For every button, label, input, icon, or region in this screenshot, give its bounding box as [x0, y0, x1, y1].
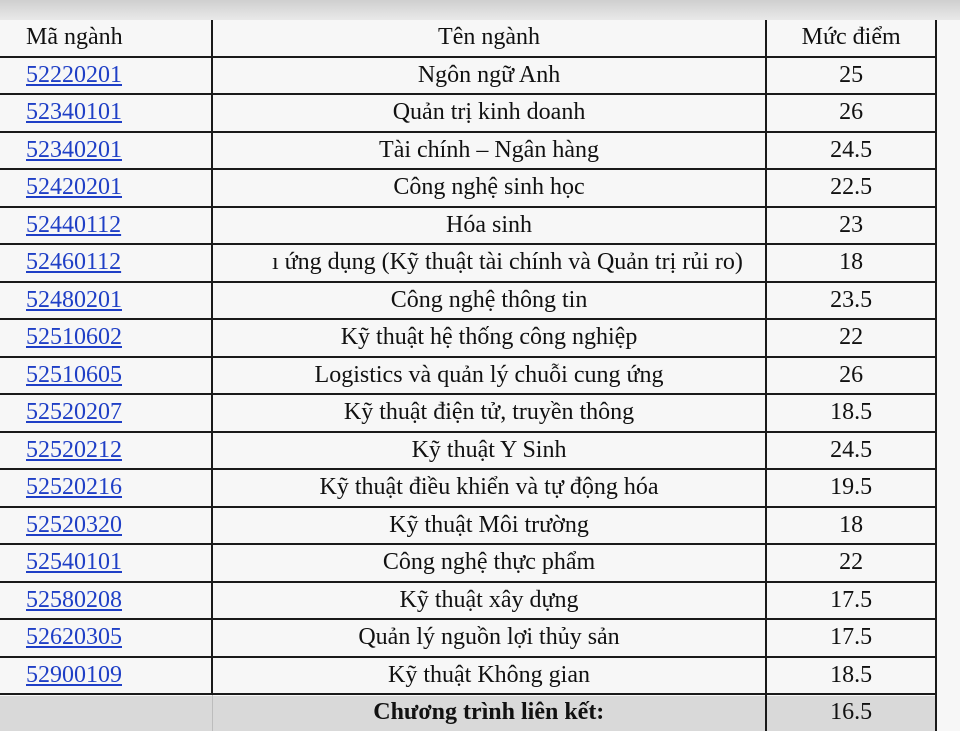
table-row — [0, 469, 960, 507]
major-name: Công nghệ thực phẩm — [382, 549, 596, 576]
major-name: Ngôn ngữ Anh — [417, 61, 561, 88]
major-code-cell — [0, 94, 212, 132]
major-name: Logistics và quản lý chuỗi cung ứng — [314, 361, 664, 388]
score-cell: 22.5 — [766, 169, 937, 207]
major-code-link[interactable]: 52220201 — [26, 61, 122, 88]
major-name-cell — [212, 132, 766, 170]
major-code-cell — [0, 132, 212, 170]
header-name: Tên ngành — [212, 20, 766, 57]
major-name: Quản lý nguồn lợi thủy sản — [358, 624, 620, 651]
admission-score-table — [0, 20, 960, 731]
major-code-cell — [0, 394, 212, 432]
right-margin — [936, 94, 960, 132]
right-margin — [936, 57, 960, 95]
table-row — [0, 394, 960, 432]
table-row — [0, 319, 960, 357]
right-margin — [936, 20, 960, 57]
table-row — [0, 432, 960, 470]
right-margin — [936, 169, 960, 207]
major-code-cell — [0, 57, 212, 95]
score-sheet — [0, 20, 960, 726]
major-code-cell — [0, 244, 212, 282]
major-name: Công nghệ thông tin — [390, 286, 588, 313]
major-code-link[interactable]: 52540101 — [26, 549, 122, 576]
major-code-link[interactable]: 52340201 — [26, 136, 122, 163]
major-name: Tài chính – Ngân hàng — [379, 136, 599, 163]
right-margin — [936, 319, 960, 357]
major-name-cell — [212, 244, 766, 282]
major-name-cell — [212, 357, 766, 395]
footer-score: 16.5 — [766, 694, 937, 731]
major-name: Công nghệ sinh học — [393, 174, 585, 201]
table-row — [0, 357, 960, 395]
major-name-cell — [212, 657, 766, 695]
major-name: Kỹ thuật Môi trường — [389, 511, 589, 538]
right-margin — [936, 619, 960, 657]
table-row — [0, 544, 960, 582]
header-score: Mức điểm — [766, 20, 937, 57]
score-cell: 19.5 — [766, 469, 937, 507]
table-row — [0, 282, 960, 320]
right-margin — [936, 432, 960, 470]
major-code-link[interactable]: 52420201 — [26, 174, 122, 201]
major-code-link[interactable]: 52340101 — [26, 99, 122, 126]
major-code-link[interactable]: 52620305 — [26, 624, 122, 651]
score-cell: 22 — [766, 544, 937, 582]
major-code-cell — [0, 282, 212, 320]
header-code: Mã ngành — [0, 20, 212, 57]
major-name: Kỹ thuật điều khiển và tự động hóa — [319, 474, 659, 501]
score-cell: 26 — [766, 357, 937, 395]
major-code-cell — [0, 657, 212, 695]
major-name: Quản trị kinh doanh — [392, 99, 586, 126]
major-code-link[interactable]: 52460112 — [26, 249, 122, 276]
major-code-cell — [0, 619, 212, 657]
table-row — [0, 57, 960, 95]
table-row — [0, 582, 960, 620]
right-margin — [936, 282, 960, 320]
major-name: ı ứng dụng (Kỹ thuật tài chính và Quản trị rủi ro) — [272, 249, 743, 276]
major-name-cell — [212, 169, 766, 207]
right-margin — [936, 507, 960, 545]
table-row — [0, 244, 960, 282]
score-cell: 23.5 — [766, 282, 937, 320]
major-code-cell — [0, 544, 212, 582]
score-cell: 18 — [766, 244, 937, 282]
major-name-cell — [212, 507, 766, 545]
table-row — [0, 507, 960, 545]
major-name-cell — [212, 544, 766, 582]
major-code-cell — [0, 169, 212, 207]
major-name-cell — [212, 282, 766, 320]
major-name: Kỹ thuật xây dựng — [399, 586, 579, 613]
major-name-cell — [212, 469, 766, 507]
major-name-cell — [212, 582, 766, 620]
score-cell: 24.5 — [766, 432, 937, 470]
top-shadow — [0, 0, 960, 20]
score-cell: 23 — [766, 207, 937, 245]
header-row — [0, 20, 960, 57]
right-margin — [936, 582, 960, 620]
right-margin — [936, 469, 960, 507]
major-name-cell — [212, 619, 766, 657]
score-cell: 17.5 — [766, 582, 937, 620]
right-margin — [936, 244, 960, 282]
footer-empty-cell — [0, 694, 212, 731]
major-name: Kỹ thuật Không gian — [388, 661, 591, 688]
major-name: Hóa sinh — [446, 211, 533, 238]
major-code-cell — [0, 319, 212, 357]
major-code-link[interactable]: 52520216 — [26, 474, 122, 501]
score-cell: 18 — [766, 507, 937, 545]
major-code-link[interactable]: 52520207 — [26, 399, 122, 426]
footer-row — [0, 694, 960, 731]
major-code-link[interactable]: 52510602 — [26, 324, 122, 351]
table-row — [0, 657, 960, 695]
major-code-cell — [0, 432, 212, 470]
right-margin — [936, 132, 960, 170]
major-name-cell — [212, 94, 766, 132]
major-name-cell — [212, 432, 766, 470]
score-cell: 26 — [766, 94, 937, 132]
right-margin — [936, 357, 960, 395]
major-name: Kỹ thuật điện tử, truyền thông — [343, 399, 635, 426]
right-margin — [936, 694, 960, 731]
major-code-link[interactable]: 52520320 — [26, 511, 122, 538]
major-name-cell — [212, 207, 766, 245]
right-margin — [936, 394, 960, 432]
score-cell: 17.5 — [766, 619, 937, 657]
major-name-cell — [212, 57, 766, 95]
major-code-link[interactable]: 52440112 — [26, 211, 122, 238]
table-row — [0, 94, 960, 132]
major-code-link[interactable]: 52900109 — [26, 661, 122, 688]
right-margin — [936, 544, 960, 582]
table-row — [0, 619, 960, 657]
score-cell: 24.5 — [766, 132, 937, 170]
table-row — [0, 169, 960, 207]
major-code-cell — [0, 582, 212, 620]
footer-label: Chương trình liên kết: — [212, 694, 766, 731]
major-name-cell — [212, 394, 766, 432]
major-code-link[interactable]: 52580208 — [26, 586, 122, 613]
score-cell: 18.5 — [766, 657, 937, 695]
table-row — [0, 132, 960, 170]
score-cell: 18.5 — [766, 394, 937, 432]
major-name: Kỹ thuật hệ thống công nghiệp — [340, 324, 638, 351]
major-name: Kỹ thuật Y Sinh — [411, 436, 567, 463]
table-row — [0, 207, 960, 245]
right-margin — [936, 657, 960, 695]
right-margin — [936, 207, 960, 245]
score-cell: 25 — [766, 57, 937, 95]
major-code-cell — [0, 207, 212, 245]
major-code-cell — [0, 357, 212, 395]
major-name-cell — [212, 319, 766, 357]
major-code-link[interactable]: 52480201 — [26, 286, 122, 313]
major-code-cell — [0, 469, 212, 507]
score-cell: 22 — [766, 319, 937, 357]
major-code-link[interactable]: 52510605 — [26, 361, 122, 388]
major-code-cell — [0, 507, 212, 545]
major-code-link[interactable]: 52520212 — [26, 436, 122, 463]
